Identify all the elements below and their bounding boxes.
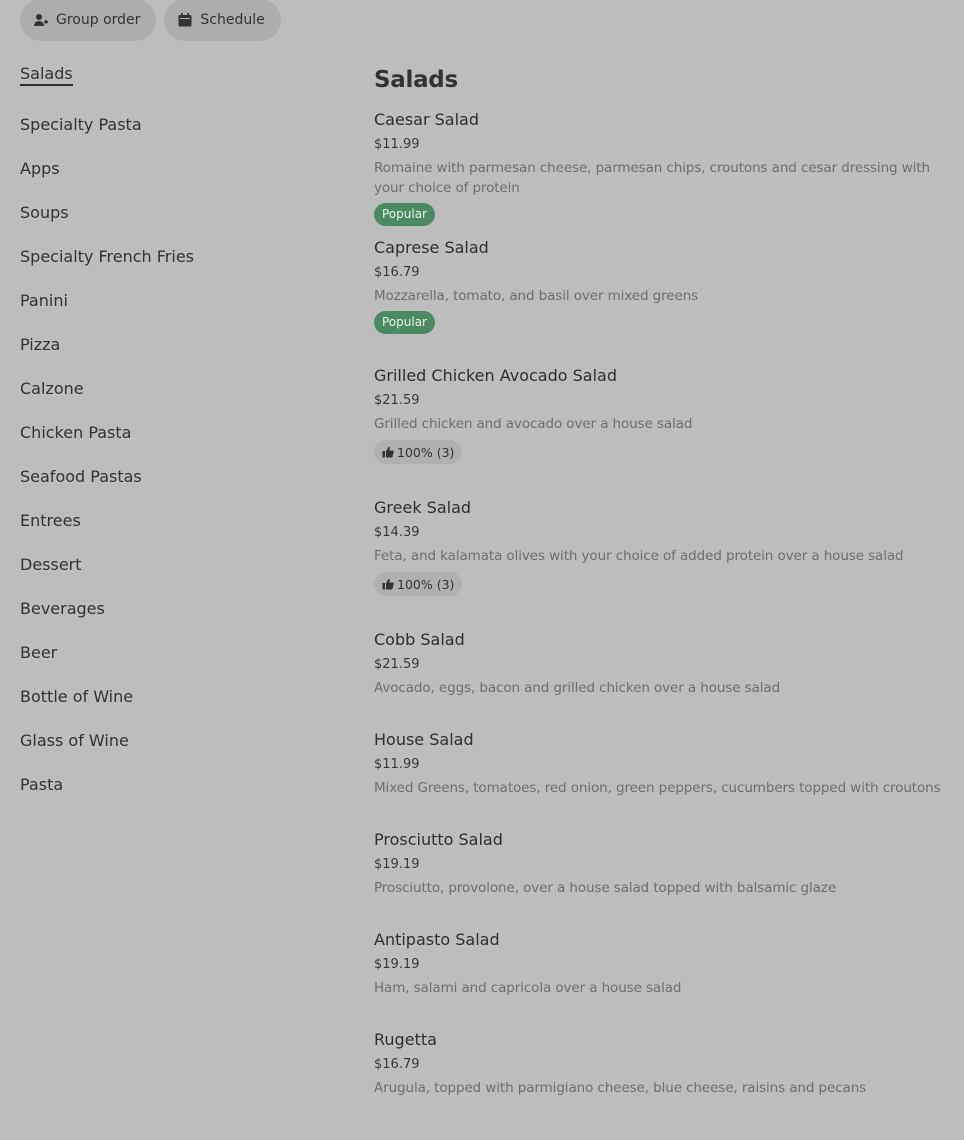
item-price: $16.79 xyxy=(374,1057,420,1072)
rating-value: 100% (3) xyxy=(397,576,455,592)
item-name: Cobb Salad xyxy=(374,630,465,649)
sidebar-item-label: Salads xyxy=(20,64,73,86)
menu-item-caesar-salad[interactable] xyxy=(374,108,954,236)
rating-value: 100% (3) xyxy=(397,444,455,460)
calendar-icon xyxy=(176,11,194,29)
item-description: Feta, and kalamata olives with your choice of added protein over a house salad xyxy=(374,548,904,564)
item-name: Caprese Salad xyxy=(374,238,489,257)
sidebar-item-label: Specialty Pasta xyxy=(20,114,142,134)
sidebar-item-label: Chicken Pasta xyxy=(20,422,132,442)
item-description: Avocado, eggs, bacon and grilled chicken over a house salad xyxy=(374,680,781,696)
item-name: Rugetta xyxy=(374,1030,437,1049)
item-description: Grilled chicken and avocado over a house salad xyxy=(374,416,693,432)
sidebar-item-seafood-pastas[interactable] xyxy=(20,454,340,498)
menu-item-antipasto-salad[interactable] xyxy=(374,928,954,1028)
group-order-label: Group order xyxy=(56,12,141,28)
thumbs-up-icon xyxy=(382,578,394,590)
item-description: Mixed Greens, tomatoes, red onion, green peppers, cucumbers topped with croutons xyxy=(374,780,941,796)
menu-section xyxy=(374,64,954,1108)
item-price: $11.99 xyxy=(374,757,420,772)
sidebar-item-glass-of-wine[interactable] xyxy=(20,718,340,762)
schedule-label: Schedule xyxy=(200,12,265,28)
sidebar-item-label: Beer xyxy=(20,642,58,662)
sidebar-item-label: Soups xyxy=(20,202,69,222)
item-name: Grilled Chicken Avocado Salad xyxy=(374,366,617,385)
thumbs-up-icon xyxy=(382,446,394,458)
item-description: Romaine with parmesan cheese, parmesan chips, croutons and cesar dressing with your choice of protein xyxy=(374,160,930,196)
item-price: $14.39 xyxy=(374,525,420,540)
sidebar-item-apps[interactable] xyxy=(20,146,340,190)
item-name: Caesar Salad xyxy=(374,110,479,129)
schedule-button[interactable] xyxy=(164,0,280,41)
sidebar-item-salads[interactable] xyxy=(20,62,340,88)
sidebar-item-label: Apps xyxy=(20,158,60,178)
item-description: Mozzarella, tomato, and basil over mixed greens xyxy=(374,288,699,304)
rating-badge xyxy=(374,440,462,464)
sidebar-item-label: Specialty French Fries xyxy=(20,246,194,266)
item-description: Prosciutto, provolone, over a house salad topped with balsamic glaze xyxy=(374,880,837,896)
sidebar-item-beverages[interactable] xyxy=(20,586,340,630)
item-price: $16.79 xyxy=(374,265,420,280)
menu-item-caprese-salad[interactable] xyxy=(374,236,954,364)
order-options xyxy=(20,0,281,41)
menu-item-house-salad[interactable] xyxy=(374,728,954,828)
item-price: $21.59 xyxy=(374,657,420,672)
sidebar-item-label: Glass of Wine xyxy=(20,730,129,750)
sidebar-item-label: Calzone xyxy=(20,378,84,398)
menu-item-greek-salad[interactable] xyxy=(374,496,954,628)
sidebar-item-label: Seafood Pastas xyxy=(20,466,142,486)
menu-item-rugetta[interactable] xyxy=(374,1028,954,1108)
section-title: Salads xyxy=(374,67,458,93)
sidebar-item-bottle-of-wine[interactable] xyxy=(20,674,340,718)
sidebar-item-dessert[interactable] xyxy=(20,542,340,586)
sidebar-item-soups[interactable] xyxy=(20,190,340,234)
sidebar-item-label: Pizza xyxy=(20,334,61,354)
sidebar-item-specialty-french-fries[interactable] xyxy=(20,234,340,278)
item-name: Greek Salad xyxy=(374,498,472,517)
item-price: $21.59 xyxy=(374,393,420,408)
menu-item-grilled-chicken-avocado-salad[interactable] xyxy=(374,364,954,496)
sidebar-item-label: Panini xyxy=(20,290,68,310)
sidebar-item-entrees[interactable] xyxy=(20,498,340,542)
item-name: Prosciutto Salad xyxy=(374,830,503,849)
sidebar-item-label: Entrees xyxy=(20,510,81,530)
sidebar-item-label: Bottle of Wine xyxy=(20,686,134,706)
sidebar-item-label: Pasta xyxy=(20,774,64,794)
item-name: Antipasto Salad xyxy=(374,930,500,949)
menu-item-cobb-salad[interactable] xyxy=(374,628,954,728)
menu-item-prosciutto-salad[interactable] xyxy=(374,828,954,928)
sidebar-item-label: Dessert xyxy=(20,554,82,574)
sidebar-item-beer[interactable] xyxy=(20,630,340,674)
add-person-icon xyxy=(32,11,50,29)
popular-badge: Popular xyxy=(374,311,435,334)
sidebar-item-specialty-pasta[interactable] xyxy=(20,102,340,146)
sidebar-item-pasta[interactable] xyxy=(20,762,340,806)
item-name: House Salad xyxy=(374,730,474,749)
item-price: $19.19 xyxy=(374,957,420,972)
rating-badge xyxy=(374,572,462,596)
sidebar-item-label: Beverages xyxy=(20,598,105,618)
item-description: Ham, salami and capricola over a house salad xyxy=(374,980,682,996)
sidebar-item-pizza[interactable] xyxy=(20,322,340,366)
sidebar-item-panini[interactable] xyxy=(20,278,340,322)
item-price: $11.99 xyxy=(374,137,420,152)
sidebar-item-chicken-pasta[interactable] xyxy=(20,410,340,454)
item-description: Arugula, topped with parmigiano cheese, blue cheese, raisins and pecans xyxy=(374,1080,867,1096)
group-order-button[interactable] xyxy=(20,0,156,41)
category-sidebar xyxy=(20,62,340,806)
sidebar-item-calzone[interactable] xyxy=(20,366,340,410)
popular-badge: Popular xyxy=(374,203,435,226)
item-price: $19.19 xyxy=(374,857,420,872)
